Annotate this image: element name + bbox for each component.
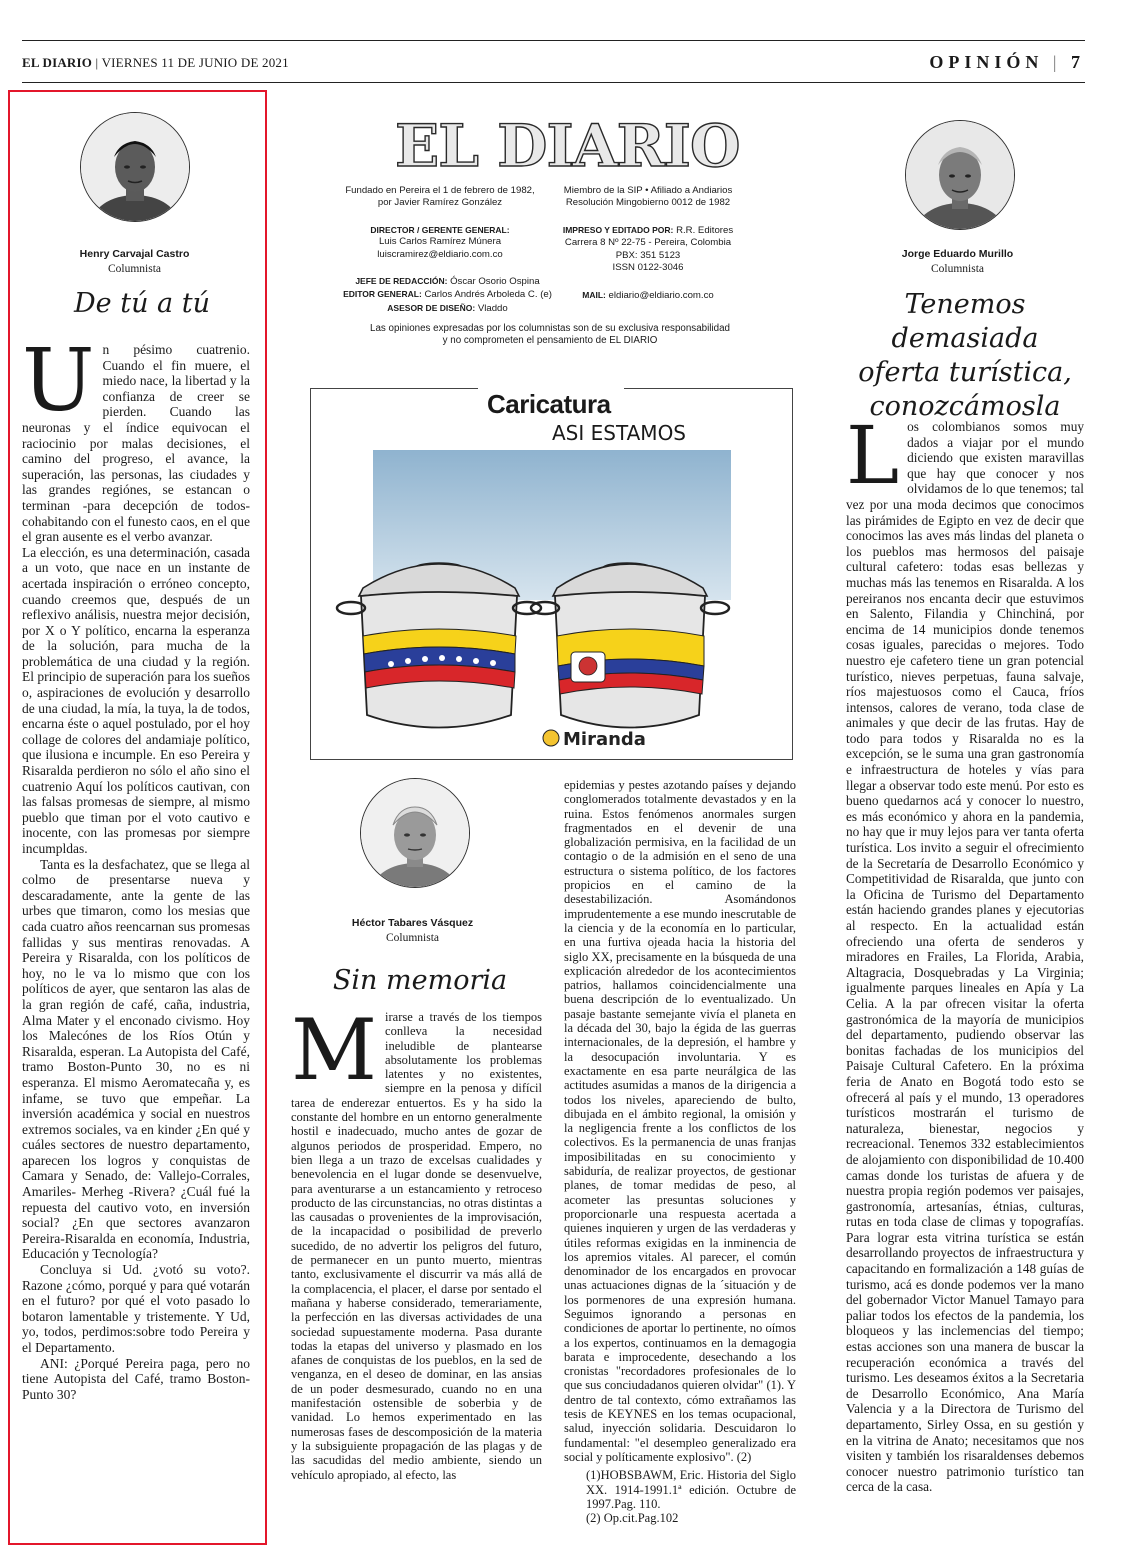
section-separator: | — [1052, 52, 1062, 72]
paragraph: Concluya si Ud. ¿votó su voto?. Razone ¿cómo, porqué y para qué votarán en el futuro? por qué el voto pasado lo botaron lamentable y tristemente. Y Ud, yo, todos, perdimos:sobre todo Pereira y el Departamento. — [22, 1262, 250, 1355]
section-name: OPINIÓN — [929, 52, 1044, 72]
director-label: DIRECTOR / GERENTE GENERAL: — [370, 225, 510, 235]
cartoonist-signature — [543, 729, 646, 750]
editor-label: EDITOR GENERAL: — [343, 289, 422, 300]
header-separator: | — [95, 55, 99, 70]
author-role: Columnista — [107, 263, 162, 275]
footnote: (2) Op.cit.Pag.102 — [586, 1511, 679, 1526]
member-line: Miembro de la SIP • Afiliado a Andiarios — [563, 185, 733, 196]
cartoon-caption: ASI ESTAMOS — [552, 421, 687, 445]
jefe-label: JEFE DE REDACCIÓN: — [355, 276, 448, 286]
header-brand-date — [22, 55, 289, 71]
masthead-mail — [548, 289, 748, 302]
member-line: Resolución Mingobierno 0012 de 1982 — [565, 197, 731, 209]
masthead-disclaimer — [330, 323, 770, 348]
paragraph: ANI: ¿Porqué Pereira paga, pero no tiene Autopista del Café, tramo Boston-Punto 30? — [22, 1355, 250, 1402]
paragraph: irarse a través de los tiempos conlleva la necesidad ineludible de plantearse absolutamente los problemas latentes y no existentes, siempre en la penosa y difícil tarea de enderezar entuertos. Es y ha sido la constante del hombre en un entorno generalmente hostil e inadecuado, mucho antes de gozar de algunos periodos de prosperidad. Empero, no bien llega a un trazo de excelsas cualidades y benevolencia en el lugar donde se desenvuelve, para aventurarse a un estancamiento y retroceso producto de las circunstancias, no otras distintas a las causadas o provenientes de la improvisación, de la incapacidad o posibilidad de preverlo sucedido, de no advertir los peligros del futuro, de permanecer en un punto muerto, mientras tanto, exclusivamente el discurrir va más allá de la complacencia, el placer, el darse por sentado el mañana y haberse considerado, temerariamente, la perfección en las diversas actividades de una sociedad supuestamente moderna. Pasa durante todas la etapas del universo y plasmado en los afanes de conquistas de los pueblos, en la sed de venganza, en el deseo de dominar, en las ansias de un poder desmesurado, cuando no en una manifestación ostensible de soberbia y de vanidad. Lo hemos experimentado en las numerosas fases de descomposición de la materia y la subsiguiente propagación de las plagas y de las sacudidas del medio ambiente, siendo un vehículo apropiado, al efecto, las — [291, 1010, 542, 1482]
paragraph: n pésimo cuatrenio. Cuando el fin muere, el miedo nace, la libertad y la confianza de creer se pierden. Cuando las neuronas y el índice equivocan el raciocinio por malas decisiones, el camino del progreso, el avance, la superación, las personas, las ciudades y las grandes regiónes, se estancan o terminan -para decepción de todos- cohabitando con el funesto caos, en el que el gran ausente es el verbo avanzar. — [22, 342, 250, 545]
header-brand: EL DIARIO — [22, 55, 93, 70]
column-body-part2 — [564, 778, 796, 1525]
title-line: Tenemos demasiada — [891, 289, 1039, 354]
pbx: PBX: 351 5123 — [615, 249, 681, 261]
masthead-founded — [340, 185, 540, 210]
drop-cap: M — [291, 1001, 378, 1099]
author-role: Columnista — [385, 932, 440, 944]
director-email: luiscramirez@eldiario.com.co — [377, 248, 503, 260]
avatar-henry — [80, 112, 190, 222]
cartoon-illustration — [311, 440, 792, 758]
paragraph: La elección, es una determinación, casada a un voto, que nace en un instante de acertada inspiración o erróneo concepto, cuando creemos que, después de un reflexivo análisis, nuestra mejor decisión, por X o Y político, encarna la esperanza de la solución, para mucha de la problemática de una ciudad y la región. El principio de superación para los sueños o, aspiraciones de evolución y desarrollo de una ciudad, la mía, la tuya, la de todos, encarna éste o aquel postulado, por el hoy collage de colores del andamiaje político, que ilusiona e incumple. En eso Pereira y Risaralda perdieron no sólo el año sino el cuatrenio Aquí los políticos cautivan, con las falsas promesas de siempre, al mismo pueblo que timan por el voto cautivo e inocente, con las promesas por siempre incumpldas. — [22, 544, 250, 856]
disclaimer-line: y no comprometen el pensamiento de EL DIARIO — [442, 335, 658, 347]
column-title: De tú a tú — [74, 288, 210, 319]
column-body — [846, 409, 1084, 1495]
footnotes — [564, 1468, 796, 1525]
founded-line: por Javier Ramírez González — [377, 197, 503, 209]
avatar-hector — [360, 778, 470, 888]
paragraph: Tanta es la desfachatez, que se llega al colmo de presentarse nueva y descaradamente, ante la gente de las urbes que timaron, como los mesias que cada cuatro años reencarnan sus promesas fallidas y sus mentiras renovadas. A Pereira y Risaralda, con los políticos de hoy, no le va lo mismo que con los políticos de ayer, que sentaron las alas de la gran región de café, caña, industria, Alma Mater y el enconado civismo. Hoy los Malecónes de los Ríos Otún y Risaralda, esperan. La Autopista del Café, tramo Boston-Punto 30, no es ni esperanza. El mismo Aeromatecaña y, es infame, se tuvo que empeñar. La inversión académica y social en nuestros extremos sociales, va en kinder ¿En qué y cuáles sectores de nuestro departamento, aparecen los logros y conquistas de Camara y Senado, de: Vallejo-Corrales, Amariles- Merheg -Rivera? ¿Cuál fué la repuesta del cautivo voto, en inversión social? ¿En que sectores avanzaron Pereira-Risaralda en economía, Industria, Educación y Tecnología? — [22, 856, 250, 1262]
title-line: conozcámosla — [869, 391, 1061, 422]
paragraph: epidemias y pestes azotando países y dejando conglomerados totalmente devastados y en la ruina. Estos fenómenos anormales surgen fragmentados en el devenir de una globalización permisiva, en la facilidad de un contagio o de la admisión en el seno de una estructura o sistema político, de los factores propicios en el camino de la desestabilización. Asomándonos imprudentemente a ese mundo inescrutable de la ciencia y de la economía en lo particular, en una furtiva ojeada hacia la historia del siglo XX, precisamente en la búsqueda de una explicación alrededor de los acontecimientos patrios, hallamos coincidencialmente una buena descripción de lo eventualizado. Un pasaje bastante semejante vivía el planeta en la década del 30, bajo la égida de las guerras internacionales, de la depresión, el hambre y la desocupación involuntaria. Y es exactamente en esa parte neurálgica de las actitudes asumidas a manos de la dirigencia a todos los niveles, apareciendo de bulto, dibujada en el ámbito regional, la omisión y la negligencia frente a los conflictos de los colectivos. Es la permanencia de unas franjas imposibilitadas en su conocimiento y sabiduría, de realizar proyectos, de gestionar planes, de tomar medidas de peso, al acometer las presuntas soluciones y proporcionarle una respuesta acertada a quienes inquieren y urgen de las verdaderas y útiles reformas exigidas en la inminencia de los apremios vitales. Al parecer, el común denominador de los encargados en provocar unas actuaciones dignas de la ´situación y de los pormenores de una expresión humana. Seguimos ignorando a personas en condiciones de aportar lo pertinente, no oímos a los expertos, continuamos en la demagogia barata e improcedente, desechando a los cronistas "recordadores profesionales de lo que sus conciudadanos quieren olvidar" (1). Y dentro de tal contexto, cómo extrañamos las tesis de KEYNES en los temas ocupacional, salud, inyección solidaria. Descuidaron lo fundamental: "el desempleo generalizado era social y políticamente explosivo". (2) — [564, 778, 796, 1464]
column-body — [22, 331, 250, 1402]
drop-cap: L — [846, 409, 900, 502]
mail-value: eldiario@eldiario.com.co — [608, 290, 714, 301]
jefe-value: Óscar Osorio Ospina — [450, 276, 540, 287]
printed-value: R.R. Editores — [676, 225, 734, 236]
cartoon-title: Caricatura — [487, 389, 611, 419]
masthead-printed — [548, 224, 748, 275]
header-section — [929, 52, 1085, 73]
asesor-label: ASESOR DE DISEÑO: — [387, 302, 476, 313]
asesor-value: Vladdo — [477, 302, 508, 314]
paragraph: os colombianos somos muy dados a viajar por el mundo diciendo que existen maravillas que hay que conocer y nos olvidamos de lo que tenemos; tal vez por una moda decimos que conocimos las pirámides de Egipto en vez de decir que conocimos las aves más lindas del planeta o los pueblos mas hermosos del paisaje cultural cafetero: todas esas bellezas y muchas más las tenemos en Risaralda. A los pereiranos nos encanta decir que estuvimos en Salento, Filandia y Chinchiná, por encima de 14 municipios donde tenemos cosas iguales, parecidas o mejores. Todo nuestro eje cafetero tiene un gran potencial turístico, nieves perpetuas, fauna salvaje, ríos majestuosos como el Cauca, fríos intensos, calores de verano, toda clase de animales y que decir de las frutas. Hay de todo para todos y Risaralda no es la excepción, se le suma una gran gastronomía e infraestructura de hoteles y vías para llegar a observar todo este menú. Por esto es bueno quedarnos acá y conocer lo nuestro, es más económico y ahora en la pandemia, no hay que ir muy lejos para ver tanta oferta turística. Los invito a seguir el ofrecimiento de la Secretaría de Desarrollo Económico y Competitividad de Risaralda, que junto con la Oficina de Turismo del Departamento están haciendo grandes planes y ejecutorias al respecto. En la actualidad están ofreciendo una oferta de senderos y miradores en Frailes, La Florida, Arabia, Altagracia, Dosquebradas y La Virginia; igualmente parques lineales en Apía y La Celia. A la par ofrecen visitar la oferta gastronómica de la mayoría de municipios del departamento, pudiendo observar las bonitas fachadas de los municipios del Paisaje Cultural Cafetero. En la próxima feria de Anato en Bogotá todo esto se ofrecerá al país y el mundo, 13 operadores turísticos mostrarán el turismo de naturaleza, bienestar, negocios y recreacional. Tenemos 332 establecimientos de alojamiento con disponibilidad de 10.400 camas donde los turistas de afuera y de nuestra propia región podemos ver paisajes, gastronomía, artesanías, étnias, culturas, rutas en toda clase de climas y topografías. Para lograr esta vitrina turística se están desarrollando proyectos de infraestructura y capacitando en formalización a 148 guías de turismo, acá es donde podemos ver la mano del gobernador Victor Manuel Tamayo para paliar todos los efectos de la pandemia, los bloqueos y las inclemencias del tiempo; estas acciones son una manera de buscar la recuperación económica a través del turismo. Les deseamos éxitos a la Secretaria de Desarrollo Económico, Ana María Valencia y a la Directora de Turismo del departamento, Sirley Ossa, en su gestión y en la vitrina de Anato; necesitamos que nos visiten y también los risaraldenses debemos conocer nuestro patrimonio turístico tan cerca de la casa. — [846, 419, 1084, 1495]
footnote: (1)HOBSBAWM, Eric. Historia del Siglo XX. 1914-1991.1ª edición. Octubre de 1997.Pag. 110. — [586, 1468, 796, 1511]
masthead-logo: EL DIARIO — [395, 112, 740, 180]
signature-text: Miranda — [563, 729, 646, 750]
masthead-director — [340, 224, 540, 261]
director-name: Luis Carlos Ramírez Múnera — [378, 236, 502, 248]
masthead-member — [548, 185, 748, 210]
header-date: VIERNES 11 DE JUNIO DE 2021 — [101, 55, 289, 70]
avatar-jorge — [905, 120, 1015, 230]
top-rule — [22, 40, 1085, 41]
pot-colombia — [531, 563, 729, 728]
founded-line: Fundado en Pereira el 1 de febrero de 1982, — [345, 185, 535, 196]
printed-label: IMPRESO Y EDITADO POR: — [562, 225, 674, 235]
column-title — [830, 288, 1100, 424]
column-body-part1 — [291, 1001, 542, 1482]
drop-cap: U — [22, 331, 95, 431]
title-line: oferta turística, — [858, 357, 1072, 388]
page-number: 7 — [1071, 52, 1085, 72]
author-name: Henry Carvajal Castro — [79, 248, 190, 260]
masthead-staff — [340, 275, 555, 315]
author-name: Jorge Eduardo Murillo — [901, 248, 1014, 260]
issn: ISSN 0122-3046 — [612, 262, 684, 274]
mail-label: MAIL: — [582, 290, 606, 300]
author-name: Héctor Tabares Vásquez — [351, 917, 474, 929]
pot-venezuela — [337, 563, 541, 728]
address: Carrera 8 Nº 22-75 - Pereira, Colombia — [564, 237, 732, 249]
column-title: Sin memoria — [332, 965, 508, 996]
author-role: Columnista — [930, 263, 985, 275]
disclaimer-line: Las opiniones expresadas por los columnistas son de su exclusiva responsabilidad — [370, 323, 730, 334]
editor-value: Carlos Andrés Arboleda C. (e) — [424, 289, 552, 301]
header-rule — [22, 82, 1085, 83]
